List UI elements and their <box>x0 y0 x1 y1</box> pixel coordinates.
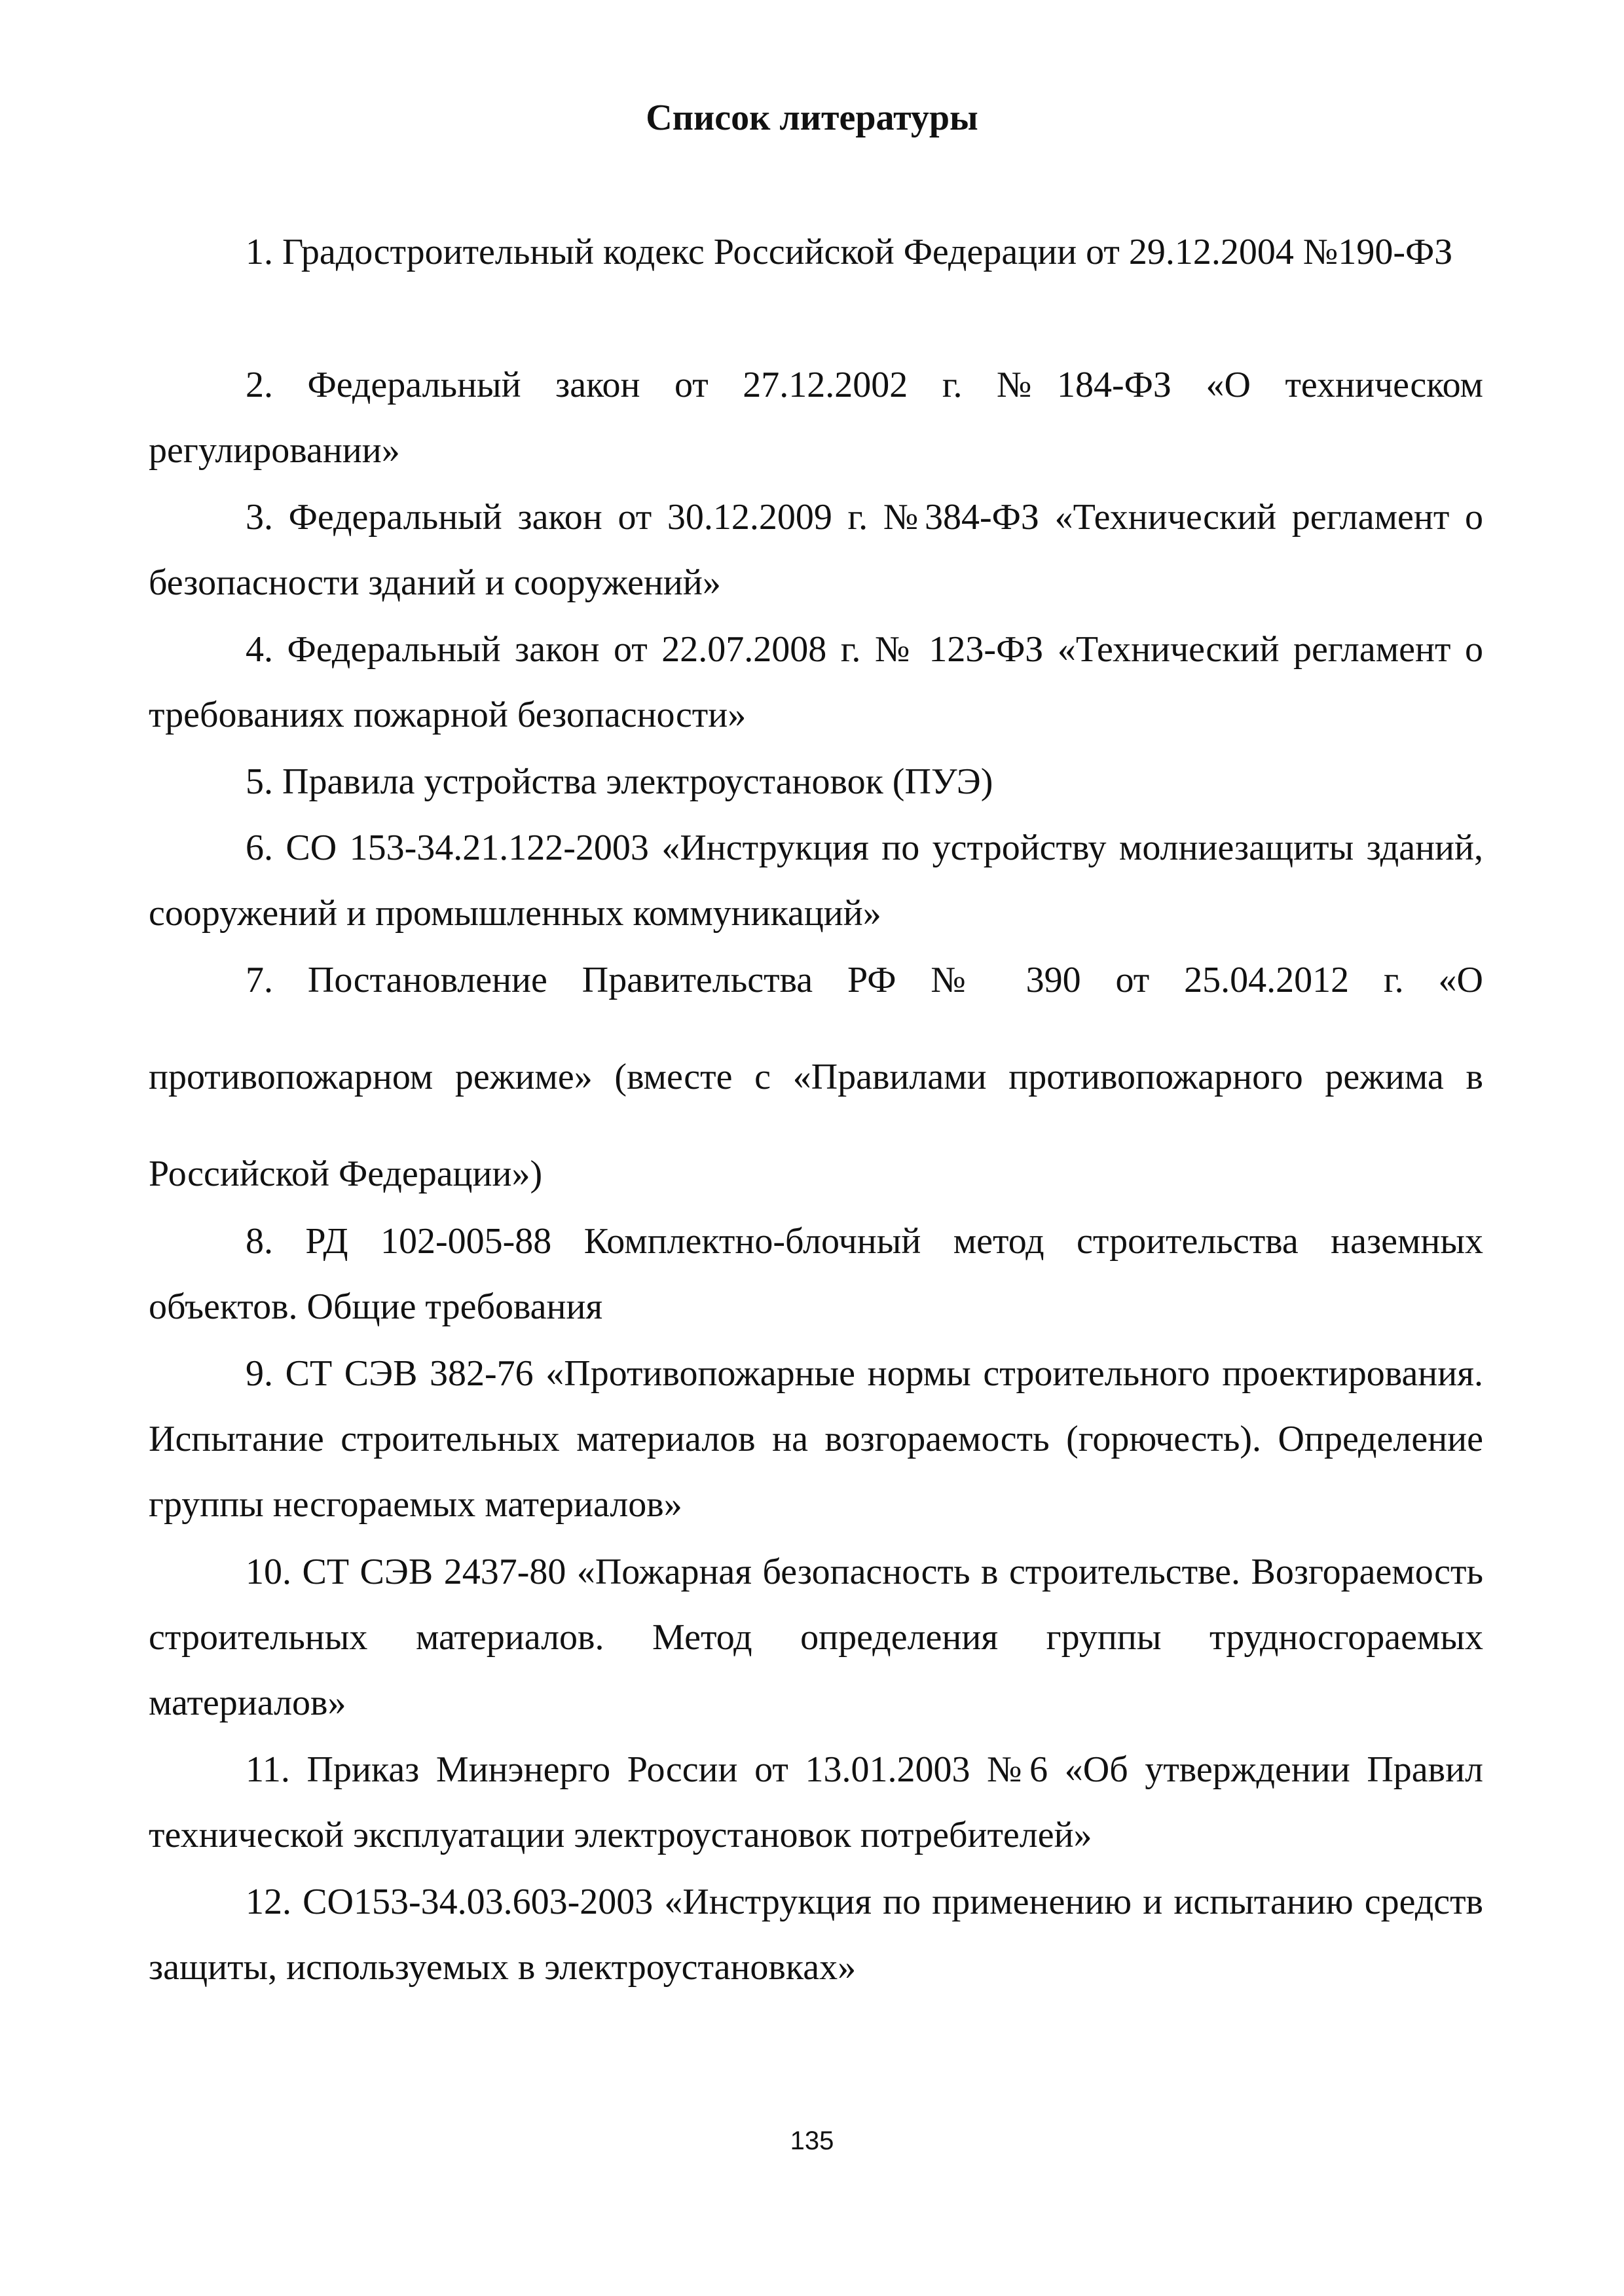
reference-item-8: 8. РД 102-005-88 Комплектно-блочный метод строительства наземных объектов. Общие требования <box>149 1221 1483 1327</box>
reference-item-4: 4. Федеральный закон от 22.07.2008 г. № 123-ФЗ «Технический регламент о требованиях пожарной безопасности» <box>149 629 1483 735</box>
reference-item-6: 6. СО 153-34.21.122-2003 «Инструкция по устройству молниезащиты зданий, сооружений и промышленных коммуникаций» <box>149 828 1483 934</box>
page-title: Список литературы <box>646 98 978 138</box>
reference-item-10: 10. СТ СЭВ 2437-80 «Пожарная безопасность в строительстве. Возгораемость строительных материалов. Метод определения группы трудносгораемых материалов» <box>149 1552 1483 1723</box>
page-number: 135 <box>790 2126 834 2155</box>
reference-item-5: 5. Правила устройства электроустановок (ПУЭ) <box>246 761 993 802</box>
reference-item-1: 1. Градостроительный кодекс Российской Федерации от 29.12.2004 №190-ФЗ <box>246 232 1453 272</box>
reference-item-3: 3. Федеральный закон от 30.12.2009 г. №384-ФЗ «Технический регламент о безопасности зданий и сооружений» <box>149 497 1483 603</box>
reference-item-7: 7. Постановление Правительства РФ № 390 от 25.04.2012 г. «О противопожарном режиме» (вместе с «Правилами противопожарного режима в Российской Федерации») <box>149 960 1483 1194</box>
reference-item-11: 11. Приказ Минэнерго России от 13.01.2003 №6 «Об утверждении Правил технической эксплуатации электроустановок потребителей» <box>149 1749 1483 1855</box>
reference-item-9: 9. СТ СЭВ 382-76 «Противопожарные нормы строительного проектирования. Испытание строительных материалов на возгораемость (горючесть). Определение группы несгораемых материалов» <box>149 1353 1483 1525</box>
reference-item-12: 12. СО153-34.03.603-2003 «Инструкция по применению и испытанию средств защиты, используемых в электроустановках» <box>149 1882 1483 1988</box>
reference-item-2: 2. Федеральный закон от 27.12.2002 г. №184-ФЗ «О техническом регулировании» <box>149 365 1483 471</box>
